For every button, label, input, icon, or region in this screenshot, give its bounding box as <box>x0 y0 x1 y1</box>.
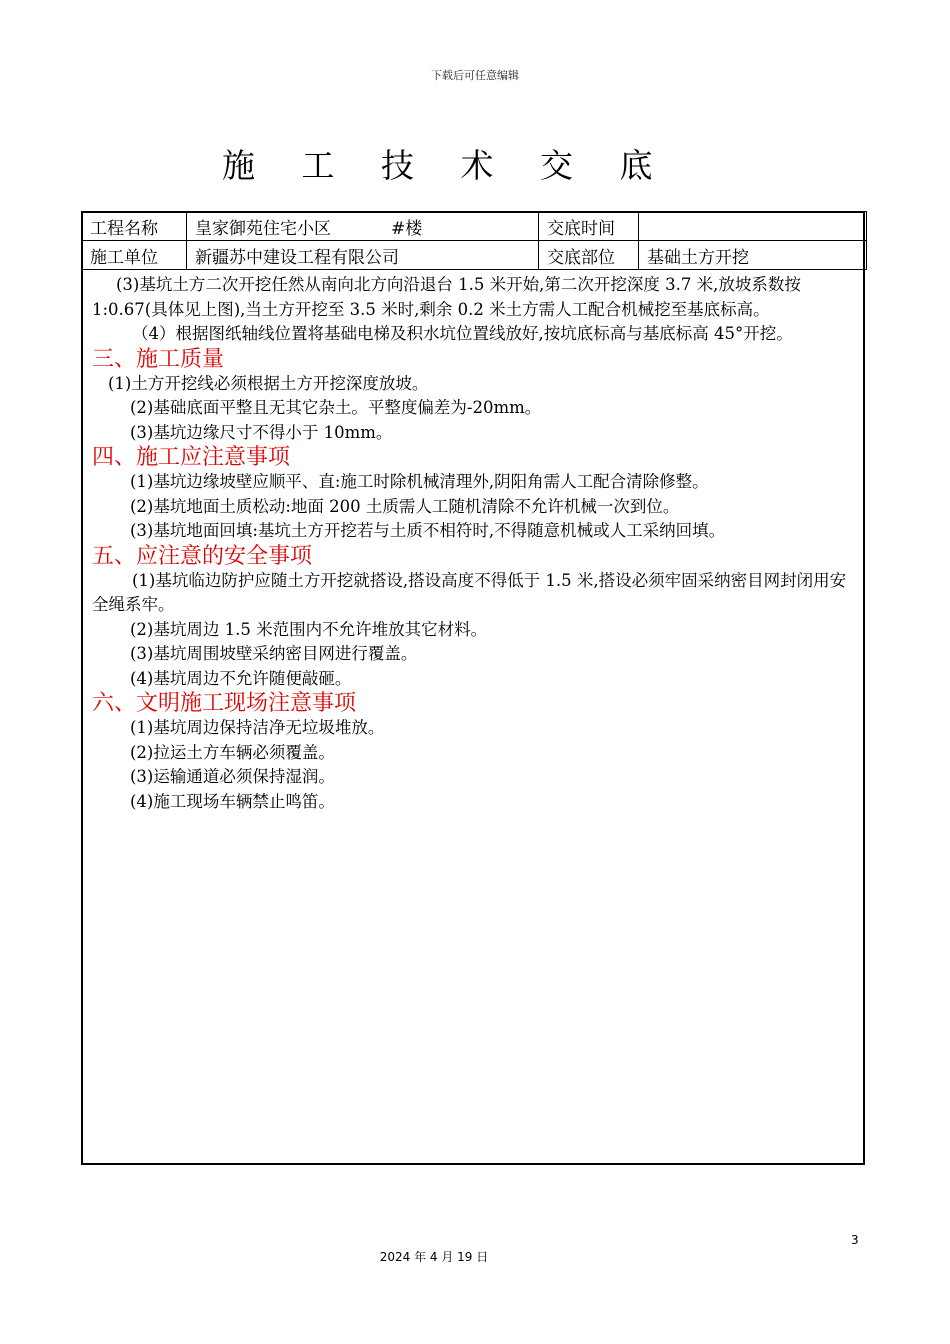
part-value: 基础土方开挖 <box>639 241 867 270</box>
unit-value: 新疆苏中建设工程有限公司 <box>187 241 539 270</box>
project-label: 工程名称 <box>82 212 187 241</box>
header-note: 下载后可任意编辑 <box>431 69 519 82</box>
section-heading-quality: 三、施工质量 <box>92 346 225 372</box>
list-item: (2)基坑地面土质松动:地面 200 土质需人工随机清除不允许机械一次到位。 <box>130 496 680 516</box>
section-heading-precautions: 四、施工应注意事项 <box>92 445 291 470</box>
document-body <box>92 273 858 814</box>
list-item: (1)基坑临边防护应随土方开挖就搭设,搭设高度不得低于 1.5 米,搭设必须牢固采纳密目网封闭用安全绳系牢。 <box>92 570 847 614</box>
section-heading-civilized: 六、文明施工现场注意事项 <box>92 691 357 716</box>
list-item: (3)基坑周围坡壁采纳密目网进行覆盖。 <box>130 644 418 663</box>
info-table <box>81 211 867 270</box>
info-row-project <box>82 212 867 241</box>
time-label: 交底时间 <box>539 212 639 241</box>
part-label: 交底部位 <box>539 241 639 270</box>
paragraph-4: （4）根据图纸轴线位置将基础电梯及积水坑位置线放好,按坑底标高与基底标高 45°开挖。 <box>132 324 793 343</box>
list-item: (2)拉运土方车辆必须覆盖。 <box>130 742 335 762</box>
footer-date: 2024 年 4 月 19 日 <box>379 1250 489 1264</box>
project-value <box>187 212 539 241</box>
list-item: (3)基坑地面回填:基坑土方开挖若与土质不相符时,不得随意机械或人工采纳回填。 <box>130 521 726 540</box>
list-item: (3)运输通道必须保持湿润。 <box>130 767 335 786</box>
paragraph-3: (3)基坑土方二次开挖任然从南向北方向沿退台 1.5 米开始,第二次开挖深度 3.7 米,放坡系数按 1:0.67(具体见上图),当土方开挖至 3.5 米时,剩余 0.2 米土方需人工配合机械挖至基底标高。 <box>92 275 801 319</box>
info-row-unit <box>82 241 867 270</box>
time-value <box>639 212 867 241</box>
unit-label: 施工单位 <box>82 241 187 270</box>
project-building: #楼 <box>391 218 423 239</box>
list-item: (1)土方开挖线必须根据土方开挖深度放坡。 <box>108 373 429 393</box>
list-item: (1)基坑边缘坡壁应顺平、直:施工时除机械清理外,阴阳角需人工配合清除修整。 <box>130 472 709 491</box>
list-item: (3)基坑边缘尺寸不得小于 10mm。 <box>130 422 393 442</box>
page-number: 3 <box>851 1233 859 1247</box>
project-name: 皇家御苑住宅小区 <box>195 218 331 239</box>
list-item: (2)基础底面平整且无其它杂土。平整度偏差为-20mm。 <box>130 398 542 417</box>
list-item: (2)基坑周边 1.5 米范围内不允许堆放其它材料。 <box>130 619 488 639</box>
list-item: (4)施工现场车辆禁止鸣笛。 <box>130 791 335 811</box>
section-heading-safety: 五、应注意的安全事项 <box>92 543 313 569</box>
document-title: 施 工 技 术 交 底 <box>222 146 671 185</box>
list-item: (1)基坑周边保持洁净无垃圾堆放。 <box>130 718 385 737</box>
list-item: (4)基坑周边不允许随便敲砸。 <box>130 668 352 688</box>
